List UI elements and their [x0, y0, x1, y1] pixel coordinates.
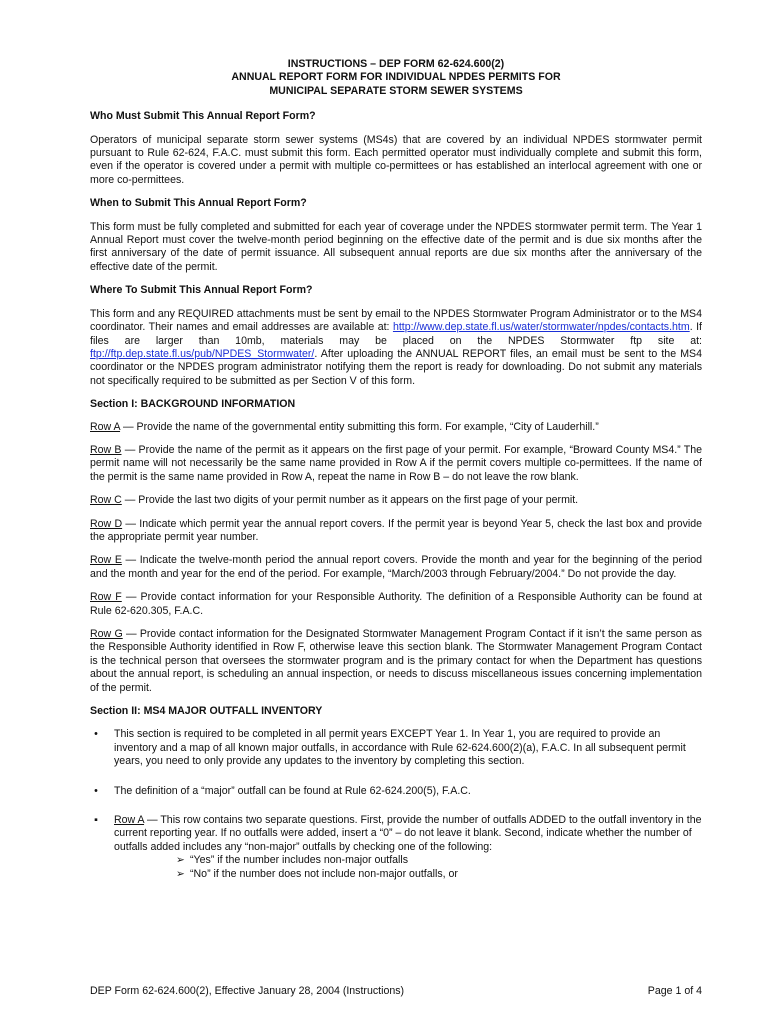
row-e-text: — Indicate the twelve-month period the annual report covers. Provide the month and year for the beginning of the period and the month and year for the end of the period. For example, “March/2003 through February/2004.” Do not provide the day. — [90, 554, 702, 580]
answer-options — [176, 854, 702, 881]
bullet-item-3 — [90, 814, 702, 881]
bullet-1-text: This section is required to be completed in all permit years EXCEPT Year 1. In Year 1, you are required to provide an inventory and a map of all known major outfalls, in accordance with Rule 62-624.600(2)(a), F.A.C. In all subsequent permit years, you need to only provide any updates to the inventory by completing this section. — [114, 728, 686, 768]
arrow-bullet-icon: ➢ — [176, 854, 185, 867]
row-d-label: Row D — [90, 517, 123, 530]
ftp-link[interactable]: ftp://ftp.dep.state.fl.us/pub/NPDES_Stormwater/ — [90, 347, 315, 360]
bullet-item-2 — [90, 785, 702, 798]
section-2-heading: Section II: MS4 MAJOR OUTFALL INVENTORY — [90, 705, 323, 718]
where-text-a: This form and any REQUIRED attachments must be sent by email to the NPDES Stormwater Program Administrator or to the MS4 coordinator. Their names and email addresses are available at: — [90, 307, 702, 334]
when-heading: When to Submit This Annual Report Form? — [90, 197, 307, 210]
when-paragraph: This form must be fully completed and submitted for each year of coverage under the NPDES stormwater permit term. The Year 1 Annual Report must cover the twelve-month period beginning on the effective date of the permit and is due six months after the first anniversary of the date of permit issuance. All subsequent annual reports are due six months after the anniversary of the effective date of the permit. — [90, 220, 702, 273]
row-f-text: — Provide contact information for your Responsible Authority. The definition of a Responsible Authority can be found at Rule 62-620.305, F.A.C. — [90, 591, 703, 617]
row-e-label: Row E — [90, 554, 122, 567]
where-text-b: . If files are larger than 10mb, materials may be placed on the NPDES Stormwater ftp site at: — [90, 321, 702, 347]
row-g-label: Row G — [90, 628, 123, 640]
row-d-paragraph — [90, 518, 702, 545]
section-1-heading: Section I: BACKGROUND INFORMATION — [90, 398, 296, 411]
row-c-label: Row C — [90, 494, 122, 507]
option-yes-text: “Yes” if the number includes non-major outfalls — [190, 854, 409, 867]
row-a-label: Row A — [90, 420, 121, 433]
who-paragraph: Operators of municipal separate storm sewer systems (MS4s) that are covered by an individual NPDES stormwater permit pursuant to Rule 62-624, F.A.C. must submit this form. Each permitted operator must individually complete and submit this form, even if the operator is covered under a permit with multiple co-permittees or has established an interlocal agreement with one or more co-permittees. — [90, 133, 702, 186]
row-g-text: — Provide contact information for the Designated Stormwater Management Program Contact if it isn’t the same person as the Responsible Authority identified in Row F, otherwise leave this section blank. The Stormwater Management Program Contact is the technical person that oversees the stormwater program and is the primary contact for when the Department has questions about the annual report, is scheduling an annual inspection, or needs to discuss miscellaneous issues concerning implementation of the permit. — [90, 628, 702, 694]
document-title — [90, 58, 702, 98]
row-c-text: — Provide the last two digits of your permit number as it appears on the first page of your permit. — [121, 494, 579, 507]
row-b-label: Row B — [90, 443, 122, 456]
square-bullet-icon: ▪ — [94, 814, 98, 827]
row-b-paragraph — [90, 444, 702, 484]
page-number: Page 1 of 4 — [647, 985, 702, 997]
where-paragraph — [90, 308, 702, 388]
row-f-paragraph — [90, 591, 702, 618]
bullet-3-label: Row A — [114, 814, 145, 827]
row-f-label: Row F — [90, 591, 122, 604]
where-text-c: . After uploading the ANNUAL REPORT files, an email must be sent to the MS4 coordinator or the NPDES program administrator notifying them the report is ready for downloading. Do not submit any materials not specifically required to be submitted as per Section V of this form. — [90, 347, 702, 387]
option-yes — [176, 854, 702, 867]
row-a-paragraph — [90, 421, 702, 434]
contacts-link[interactable]: http://www.dep.state.fl.us/water/stormwater/npdes/contacts.htm — [392, 321, 690, 334]
form-reference: DEP Form 62-624.600(2), Effective January 28, 2004 (Instructions) — [90, 985, 405, 997]
row-g-paragraph — [90, 628, 702, 695]
row-e-paragraph — [90, 554, 702, 581]
arrow-bullet-icon: ➢ — [176, 867, 185, 880]
row-d-text: — Indicate which permit year the annual report covers. If the permit year is beyond Year 5, check the last box and provide the appropriate permit year number. — [90, 517, 702, 543]
bullet-item-1 — [90, 728, 702, 768]
row-b-text: — Provide the name of the permit as it appears on the first page of your permit. For example, “Broward County MS4.” The permit name will not necessarily be the same name provided in Row A if the permit covers multiple co-permittees. If the name of the permit is the same name provided in Row A, repeat the name in Row B – do not leave the row blank. — [90, 443, 702, 483]
title-line-3: MUNICIPAL SEPARATE STORM SEWER SYSTEMS — [269, 84, 523, 97]
title-line-1: INSTRUCTIONS – DEP FORM 62-624.600(2) — [287, 58, 505, 70]
bullet-3-text: — This row contains two separate questions. First, provide the number of outfalls ADDED to the outfall inventory in the current reporting year. If no outfalls were added, insert a “0” – do not leave it blank. Second, indicate whether the number of outfalls added includes any “non-major” outfalls by checking one of the following: — [114, 814, 702, 853]
row-c-paragraph — [90, 494, 702, 507]
bullet-icon: • — [94, 784, 98, 797]
who-heading: Who Must Submit This Annual Report Form? — [90, 110, 316, 123]
bullet-2-text: The definition of a “major” outfall can be found at Rule 62-624.200(5), F.A.C. — [114, 784, 471, 797]
title-line-2: ANNUAL REPORT FORM FOR INDIVIDUAL NPDES PERMITS FOR — [231, 71, 561, 84]
row-a-text: — Provide the name of the governmental entity submitting this form. For example, “City of Lauderhill.” — [120, 420, 599, 433]
instructions-content — [90, 58, 702, 881]
where-heading: Where To Submit This Annual Report Form? — [90, 284, 313, 297]
section-2-bullet-list — [90, 728, 702, 881]
option-no-text: “No” if the number does not include non-major outfalls, or — [190, 867, 458, 880]
bullet-icon: • — [94, 728, 98, 741]
option-no — [176, 868, 702, 881]
